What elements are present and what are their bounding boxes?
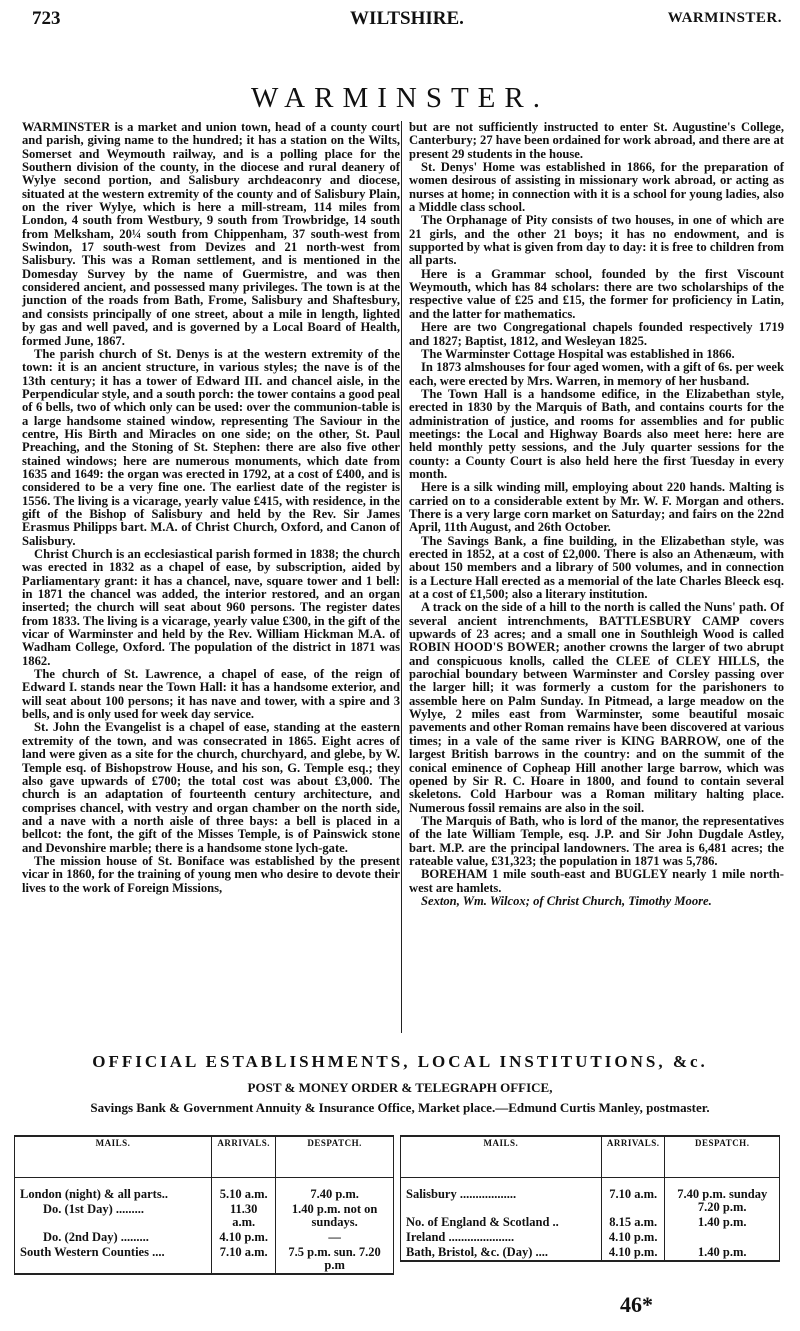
table-header-row — [401, 1136, 780, 1178]
paragraph: Sexton, Wm. Wilcox; of Christ Church, Timothy Moore. — [421, 893, 712, 908]
header-arrivals: ARRIVALS. — [212, 1136, 276, 1178]
table-row — [15, 1245, 394, 1274]
header-arrivals: ARRIVALS. — [601, 1136, 665, 1178]
paragraph: The mission house of St. Boniface was established by the present vicar in 1860, for the training of young men who desire to devote their lives to the work of Foreign Missions, — [22, 853, 400, 895]
paragraph: The Savings Bank, a fine building, in the Elizabethan style, was erected in 1852, at a cost of £2,000. There is also an Athenæum, with about 150 members and a library of 500 volumes, and in connection is a Lecture Hall erected as a memorial of the late Charles Bleeck esq. at a cost of £1,500; also a literary institution. — [409, 533, 784, 602]
header-despatch: DESPATCH. — [665, 1136, 780, 1178]
paragraph: but are not sufficiently instructed to enter St. Augustine's College, Canterbury; 27 have been ordained for work abroad, and there are at present 29 students in the house. — [409, 120, 784, 161]
despatch-cell: 1.40 p.m. — [665, 1245, 780, 1261]
header-despatch: DESPATCH. — [276, 1136, 394, 1178]
arrival-cell: 4.10 p.m. — [212, 1230, 276, 1245]
arrival-cell: 5.10 a.m. — [212, 1178, 276, 1203]
header-mails: MAILS. — [15, 1136, 212, 1178]
despatch-cell — [665, 1230, 780, 1245]
paragraph: The parish church of St. Denys is at the western extremity of the town: it is an ancient structure, in various styles; the nave is of the 13th century; it has a tower of Edward III. and chancel aisle, in the Perpendicular style, and a south porch: the tower contains a good peal of 6 bells, two of which only can be used: over the communion-table is a large handsome stained window, representing The Saviour in the centre, His Birth and Miracles on one side; on the other, St. Paul Preaching, and the Stoning of St. Stephen: there are also five other stained windows; here are numerous monuments, which date from 1635 and 1649: the organ was erected in 1792, at a cost of £400, and is considered to be a very fine one. The earliest date of the register is 1556. The living is a vicarage, yearly value £415, with residence, in the gift of the Bishop of Salisbury and held by the Rev. Sir James Erasmus Philipps bart. M.A. of Christ Church, Oxford, and Canon of Salisbury. — [22, 346, 400, 548]
left-column — [22, 121, 400, 895]
arrival-cell: 8.15 a.m. — [601, 1215, 665, 1230]
table-row — [401, 1245, 780, 1261]
paragraph: In 1873 almshouses for four aged women, with a gift of 6s. per week each, were erected by Mrs. Warren, in memory of her husband. — [409, 360, 784, 388]
mails-table-left — [14, 1135, 394, 1275]
despatch-cell: — — [276, 1230, 394, 1245]
header-mails: MAILS. — [401, 1136, 602, 1178]
paragraph: The Warminster Cottage Hospital was established in 1866. — [421, 346, 735, 361]
paragraph: A track on the side of a hill to the north is called the Nuns' path. Of several ancient intrenchments, BATTLESBURY CAMP covers upwards of 23 acres; and a small one in Southleigh Wood is called ROBIN HOOD'S BOWER; another crowns the larger of two abrupt and conspicuous knolls, called the CLEE of CLEY HILLS, the parochial boundary between Warminster and Corsley passing over the larger hill; it was formerly a custom for the parishoners to assemble here on Palm Sunday. In Pitmead, a large meadow on the Wylye, 2 miles east from Warminster, some beautiful mosaic pavements and other Roman remains have been discovered at various times; in a vale of the same river is KING BARROW, one of the largest British barrows in the country: and on the summit of the conical eminence of Copheap Hill another large barrow, which was opened by Sir R. C. Hoare in 1800, and found to contain several skeletons. Cold Harbour was a Roman military halting place. Numerous fossil remains are also in the soil. — [409, 600, 784, 815]
mail-cell: London (night) & all parts.. — [15, 1178, 212, 1203]
table-row — [15, 1230, 394, 1245]
paragraph: Here are two Congregational chapels founded respectively 1719 and 1827; Baptist, 1812, and Wesleyan 1825. — [409, 320, 784, 348]
paragraph: St. Denys' Home was established in 1866, for the preparation of women desirous of assisting in missionary work abroad, or acting as nurses at home; in connection with it is a school for young ladies, also a Middle class school. — [409, 160, 784, 215]
mail-cell: Do. (2nd Day) ......... — [15, 1230, 212, 1245]
signature-mark: 46* — [620, 1292, 653, 1317]
section-heading: OFFICIAL ESTABLISHMENTS, LOCAL INSTITUTIONS, &c. — [92, 1052, 708, 1071]
paragraph: St. John the Evangelist is a chapel of ease, standing at the eastern extremity of the town, and was consecrated in 1865. Eight acres of land were given as a site for the church, churchyard, and glebe, by W. Temple esq. of Bishopstrow House, and his son, G. Temple esq.; they also gave upwards of £700; the total cost was about £3,000. The church is an adaptation of fourteenth century architecture, and comprises chancel, with vestry and organ chamber on the north side, and a nave with a north aisle of three bays: a bell is placed in a bellcot: the font, the gift of the Misses Temple, is of Painswick stone and Devonshire marble; there is a handsome stone lych-gate. — [22, 720, 400, 855]
arrival-cell: 4.10 p.m. — [601, 1230, 665, 1245]
paragraph: The church of St. Lawrence, a chapel of ease, of the reign of Edward I. stands near the Town Hall: it has a handsome exterior, and will seat about 100 persons; it has nave and tower, with a spire and 3 bells, and is only used for week day service. — [22, 667, 400, 722]
table-row — [401, 1230, 780, 1245]
table-row — [15, 1178, 394, 1203]
table-row — [401, 1215, 780, 1230]
paragraph: The Orphanage of Pity consists of two houses, in one of which are 21 girls, and the other 21 boys; it has no endowment, and is supported by what is given from day to day: it is free to children from all parts. — [409, 213, 784, 268]
despatch-cell: 1.40 p.m. — [665, 1215, 780, 1230]
paragraph: Christ Church is an ecclesiastical parish formed in 1838; the church was erected in 1832 as a chapel of ease, by subscription, aided by Parliamentary grant: it has a chancel, nave, square tower and 1 bell: in 1871 the chancel was added, the interior restored, and an organ inserted; the church will seat about 960 persons. The register dates from 1833. The living is a vicarage, yearly value £300, in the gift of the vicar of Warminster and held by the Rev. William Hickman M.A. of Wadham College, Oxford. The population of the district in 1871 was 1862. — [22, 547, 400, 668]
mails-table-right — [400, 1135, 780, 1262]
mail-cell: Do. (1st Day) ......... — [15, 1202, 212, 1230]
table-header-row — [15, 1136, 394, 1178]
mail-cell: South Western Counties .... — [15, 1245, 212, 1274]
mail-cell: No. of England & Scotland .. — [401, 1215, 602, 1230]
despatch-cell: 7.40 p.m. sunday 7.20 p.m. — [665, 1178, 780, 1216]
mail-cell: Ireland ..................... — [401, 1230, 602, 1245]
mail-cell: Bath, Bristol, &c. (Day) .... — [401, 1245, 602, 1261]
paragraph: Here is a Grammar school, founded by the first Viscount Weymouth, which has 84 scholars: there are two scholarships of the respective value of £25 and £15, the former for proficiency in Latin, and the latter for mathematics. — [409, 266, 784, 321]
despatch-cell: 1.40 p.m. not on sundays. — [276, 1202, 394, 1230]
table-row — [401, 1178, 780, 1216]
arrival-cell: 7.10 a.m. — [212, 1245, 276, 1274]
page-number: 723 — [32, 8, 61, 29]
section-subheading: POST & MONEY ORDER & TELEGRAPH OFFICE, — [247, 1080, 553, 1095]
page-title: WARMINSTER. — [251, 82, 549, 114]
paragraph: BOREHAM 1 mile south-east and BUGLEY nearly 1 mile north-west are hamlets. — [409, 867, 784, 895]
despatch-cell: 7.40 p.m. — [276, 1178, 394, 1203]
arrival-cell: 11.30 a.m. — [212, 1202, 276, 1230]
despatch-cell: 7.5 p.m. sun. 7.20 p.m — [276, 1245, 394, 1274]
postmaster-line: Savings Bank & Government Annuity & Insurance Office, Market place.—Edmund Curtis Manley, postmaster. — [90, 1100, 710, 1115]
page-header — [32, 8, 782, 34]
paragraph: Here is a silk winding mill, employing about 220 hands. Malting is carried on to a considerable extent by Mr. W. F. Morgan and others. There is a very large corn market on Saturday; and fairs on the 22nd April, 11th August, and 26th October. — [409, 480, 784, 535]
running-head: WARMINSTER. — [667, 10, 782, 26]
county-heading: WILTSHIRE. — [350, 8, 464, 29]
paragraph: The Marquis of Bath, who is lord of the manor, the representatives of the late William Temple, esq. J.P. and Sir John Dugdale Astley, bart. M.P. are the principal landowners. The area is 6,481 acres; the rateable value, £31,323; the population in 1871 was 5,786. — [409, 813, 784, 868]
mail-cell: Salisbury .................. — [401, 1178, 602, 1216]
paragraph: The Town Hall is a handsome edifice, in the Elizabethan style, erected in 1830 by the Marquis of Bath, and contains courts for the administration of justice, and rooms for assemblies and for public meetings: the Local and Highway Boards also meet here: here are held monthly petty sessions, and the July quarter sessions for the county: a County Court is also held here the first Tuesday in every month. — [409, 386, 784, 481]
arrival-cell: 7.10 a.m. — [601, 1178, 665, 1216]
right-column — [409, 121, 784, 908]
arrival-cell: 4.10 p.m. — [601, 1245, 665, 1261]
paragraph: WARMINSTER is a market and union town, head of a county court and parish, giving name to the hundred; it has a station on the Wilts, Somerset and Weymouth railway, and is a polling place for the Southern division of the county, in the diocese and rural deanery of Wylye second portion, and Salisbury archdeaconry and diocese, situated at the western extremity of the county and of Salisbury Plain, on the river Wylye, which is here a mill-stream, 114 miles from London, 4 south from Westbury, 9 south from Trowbridge, 14 south from Melksham, 20¼ south from Chippenham, 37 south-west from Swindon, 17 south-west from Devizes and 21 north-west from Salisbury. This was a Roman settlement, and is mentioned in the Domesday Survey by the name of Guermistre, and was then considered ancient, and possessed many privileges. The town is at the junction of the roads from Bath, Frome, Salisbury and Shaftesbury, and consists principally of one street, about a mile in length, lighted by gas and well paved, and is governed by a Local Board of Health, formed June, 1867. — [22, 120, 400, 348]
table-row — [15, 1202, 394, 1230]
column-divider — [401, 121, 402, 1033]
